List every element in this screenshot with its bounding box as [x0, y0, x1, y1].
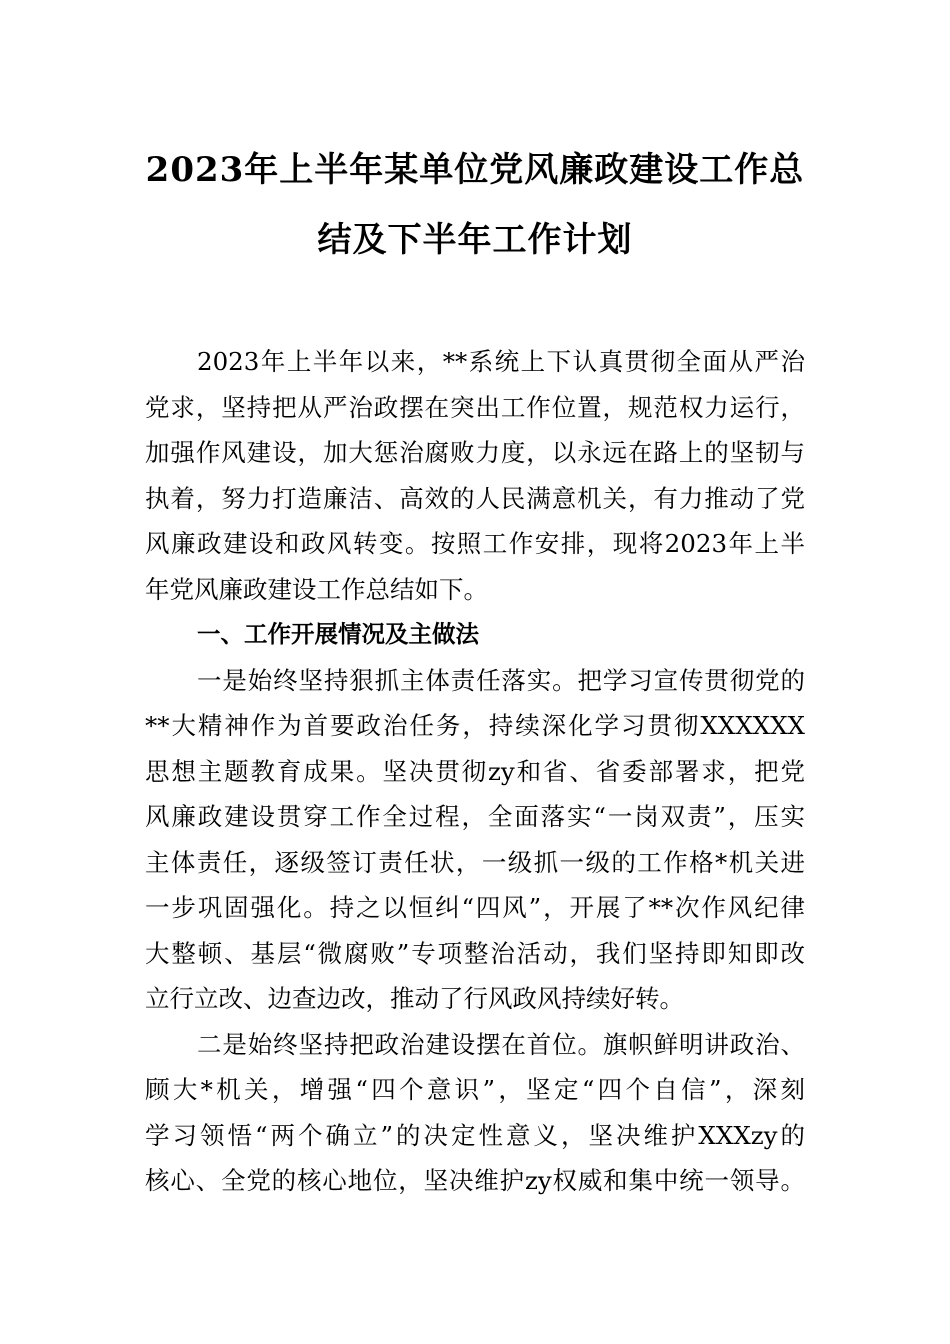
intro-line: 2023年上半年以来，**系统上下认真贯彻全面从严治: [197, 347, 805, 376]
section-heading: 一、工作开展情况及主做法: [197, 620, 479, 648]
document-title-line-2: 结及下半年工作计划: [317, 220, 633, 260]
paragraph-1-line: 大整顿、基层“微腐败”专项整治活动，我们坚持即知即改: [145, 938, 805, 968]
paragraph-1-line: 主体责任，逐级签订责任状，一级抓一级的工作格*机关进: [145, 847, 805, 877]
paragraph-1-line: 一是始终坚持狠抓主体责任落实。把学习宣传贯彻党的: [197, 665, 805, 695]
intro-line: 执着，努力打造廉洁、高效的人民满意机关，有力推动了党: [145, 483, 805, 513]
paragraph-1-line: 一步巩固强化。持之以恒纠“四风”，开展了**次作风纪律: [145, 893, 805, 922]
paragraph-1-line: 思想主题教育成果。坚决贯彻zy和省、省委部署求，把党: [145, 756, 805, 786]
paragraph-2-line: 核心、全党的核心地位，坚决维护zy权威和集中统一领导。: [145, 1166, 805, 1195]
document-title-line-1: 2023年上半年某单位党风廉政建设工作总: [145, 150, 805, 190]
paragraph-2-line: 二是始终坚持把政治建设摆在首位。旗帜鲜明讲政治、: [197, 1029, 805, 1059]
paragraph-1-line: **大精神作为首要政治任务，持续深化学习贯彻XXXXXX: [145, 711, 805, 740]
intro-line: 年党风廉政建设工作总结如下。: [145, 574, 488, 604]
document-body: [145, 339, 805, 1204]
intro-line: 加强作风建设，加大惩治腐败力度，以永远在路上的坚韧与: [145, 438, 805, 467]
intro-line: 风廉政建设和政风转变。按照工作安排，现将2023年上半: [145, 529, 805, 558]
paragraph-1-line: 风廉政建设贯穿工作全过程，全面落实“一岗双责”，压实: [145, 802, 805, 831]
paragraph-1-line: 立行立改、边查边改，推动了行风政风持续好转。: [145, 984, 684, 1013]
paragraph-2-line: 顾大*机关，增强“四个意识”，坚定“四个自信”，深刻: [145, 1075, 805, 1104]
paragraph-2-line: 学习领悟“两个确立”的决定性意义，坚决维护XXXzy的: [145, 1120, 805, 1150]
intro-line: 党求，坚持把从严治政摆在突出工作位置，规范权力运行，: [145, 392, 805, 422]
